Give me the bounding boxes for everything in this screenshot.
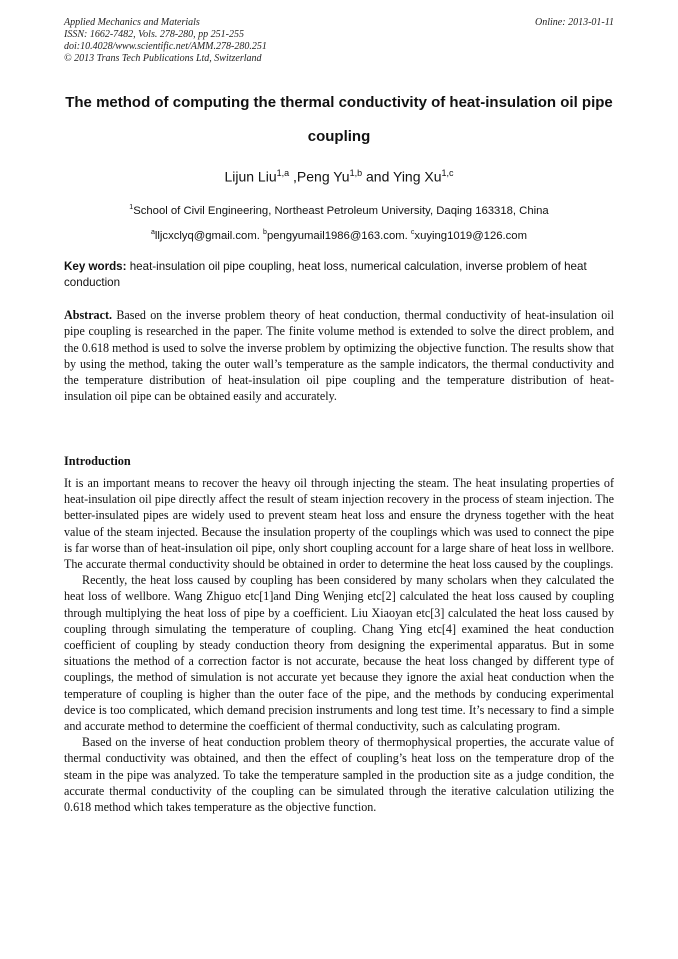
author-separator: and [362, 168, 393, 185]
keywords-label: Key words: [64, 260, 127, 273]
online-date: Online: 2013-01-11 [535, 17, 614, 28]
author-superscript: 1,c [441, 168, 454, 178]
email-address: xuying1019@126.com [414, 229, 528, 242]
copyright-line: © 2013 Trans Tech Publications Ltd, Switzerland [64, 53, 262, 64]
email-superscript: c [410, 229, 415, 236]
author-name: Peng Yu [296, 168, 350, 185]
paper-title: The method of computing the thermal conductivity of heat-insulation oil pipe coupling [65, 94, 613, 145]
paragraph: Based on the inverse of heat conduction problem theory of thermophysical properties, the accurate value of thermal conductivity was obtained, and then the effect of coupling’s heat loss on the temperature drop of the steam in the pipe was analyzed. To take the temperature sampled in the production site as a judge condition, the accurate thermal conductivity of the coupling can be simulated through the iterative calculation utilizing the 0.618 method which takes temperature as the objective function. [64, 735, 614, 815]
abstract [64, 307, 614, 405]
email-superscript: b [263, 229, 267, 236]
author-name: Lijun Liu [224, 168, 277, 185]
journal-name: Applied Mechanics and Materials [64, 17, 200, 28]
introduction-body [64, 475, 614, 815]
author-separator: , [289, 168, 297, 185]
author-name: Ying Xu [393, 168, 442, 185]
abstract-label: Abstract. [64, 308, 113, 322]
author-superscript: 1,b [349, 168, 363, 178]
abstract-text: Based on the inverse problem theory of heat conduction, thermal conductivity of heat-insulation oil pipe coupling is researched in the paper. The finite volume method is extended to solve the direct problem, and the 0.618 method is used to solve the inverse problem by optimizing the objective function. The results show that by using the method, taking the outer wall’s temperature as the sample indicators, the thermal conductivity and the temperature distribution of heat-insulation oil pipe coupling and the temperature distribution of heat-insulation oil pipe can be obtained easily and accurately. [64, 308, 614, 404]
issn-line: ISSN: 1662-7482, Vols. 278-280, pp 251-255 [64, 29, 244, 40]
doi-line: doi:10.4028/www.scientific.net/AMM.278-280.251 [64, 41, 267, 52]
affiliation [64, 204, 614, 217]
email-superscript: a [150, 229, 155, 236]
affiliation-text: School of Civil Engineering, Northeast Petroleum University, Daqing 163318, China [133, 204, 549, 217]
email-list [64, 229, 614, 242]
affiliation-superscript: 1 [129, 204, 134, 211]
email-address: pengyumail1986@163.com. [266, 229, 408, 242]
journal-metadata [64, 17, 267, 65]
section-heading-introduction: Introduction [64, 454, 131, 468]
keywords [64, 259, 614, 291]
keywords-text: heat-insulation oil pipe coupling, heat loss, numerical calculation, inverse problem of heat conduction [64, 260, 587, 289]
paragraph: Recently, the heat loss caused by coupling has been considered by many scholars when they calculated the heat loss of wellbore. Wang Zhiguo etc[1]and Ding Wenjing etc[2] calculated the heat loss caused by coupling through multiplying the heat loss of pipe by a coefficient. Liu Xiaoyan etc[3] calculated the heat loss caused by coupling through simulating the temperature of coupling. Chang Ying etc[4] examined the heat conduction coefficient of coupling by steady conduction theory from designing the experimental apparatus. But in some situations the method of a correction factor is not accurate, because the heat loss changed by different type of couplings, the method of simulation is not accurate yet because they ignore the axial heat conduction when the temperature of coupling is higher than the outer face of the pipe, and the methods by conducing experimental device is too complicated, which demand precision instruments and long test time. It’s necessary to find a simple and accurate method to determine the coefficient of thermal conductivity, such as calculating program. [64, 573, 614, 734]
author-superscript: 1,a [276, 168, 290, 178]
paragraph: It is an important means to recover the heavy oil through injecting the steam. The heat insulating properties of heat-insulation oil pipe directly affect the result of steam injection recovery in the process of steam injection. The better-insulated pipes are widely used to prevent steam heat loss and ensure the dryness together with the heat value of the steam injected. Because the insulation property of the couplings which was used to connect the pipe is far worse than of heat-insulation oil pipe, only short coupling account for a large share of heat loss in wellbore. The accurate thermal conductivity should be obtained in order to determine the heat loss caused by the couplings. [64, 476, 614, 572]
email-address: lljcxclyq@gmail.com. [154, 229, 260, 242]
author-list [64, 168, 614, 185]
